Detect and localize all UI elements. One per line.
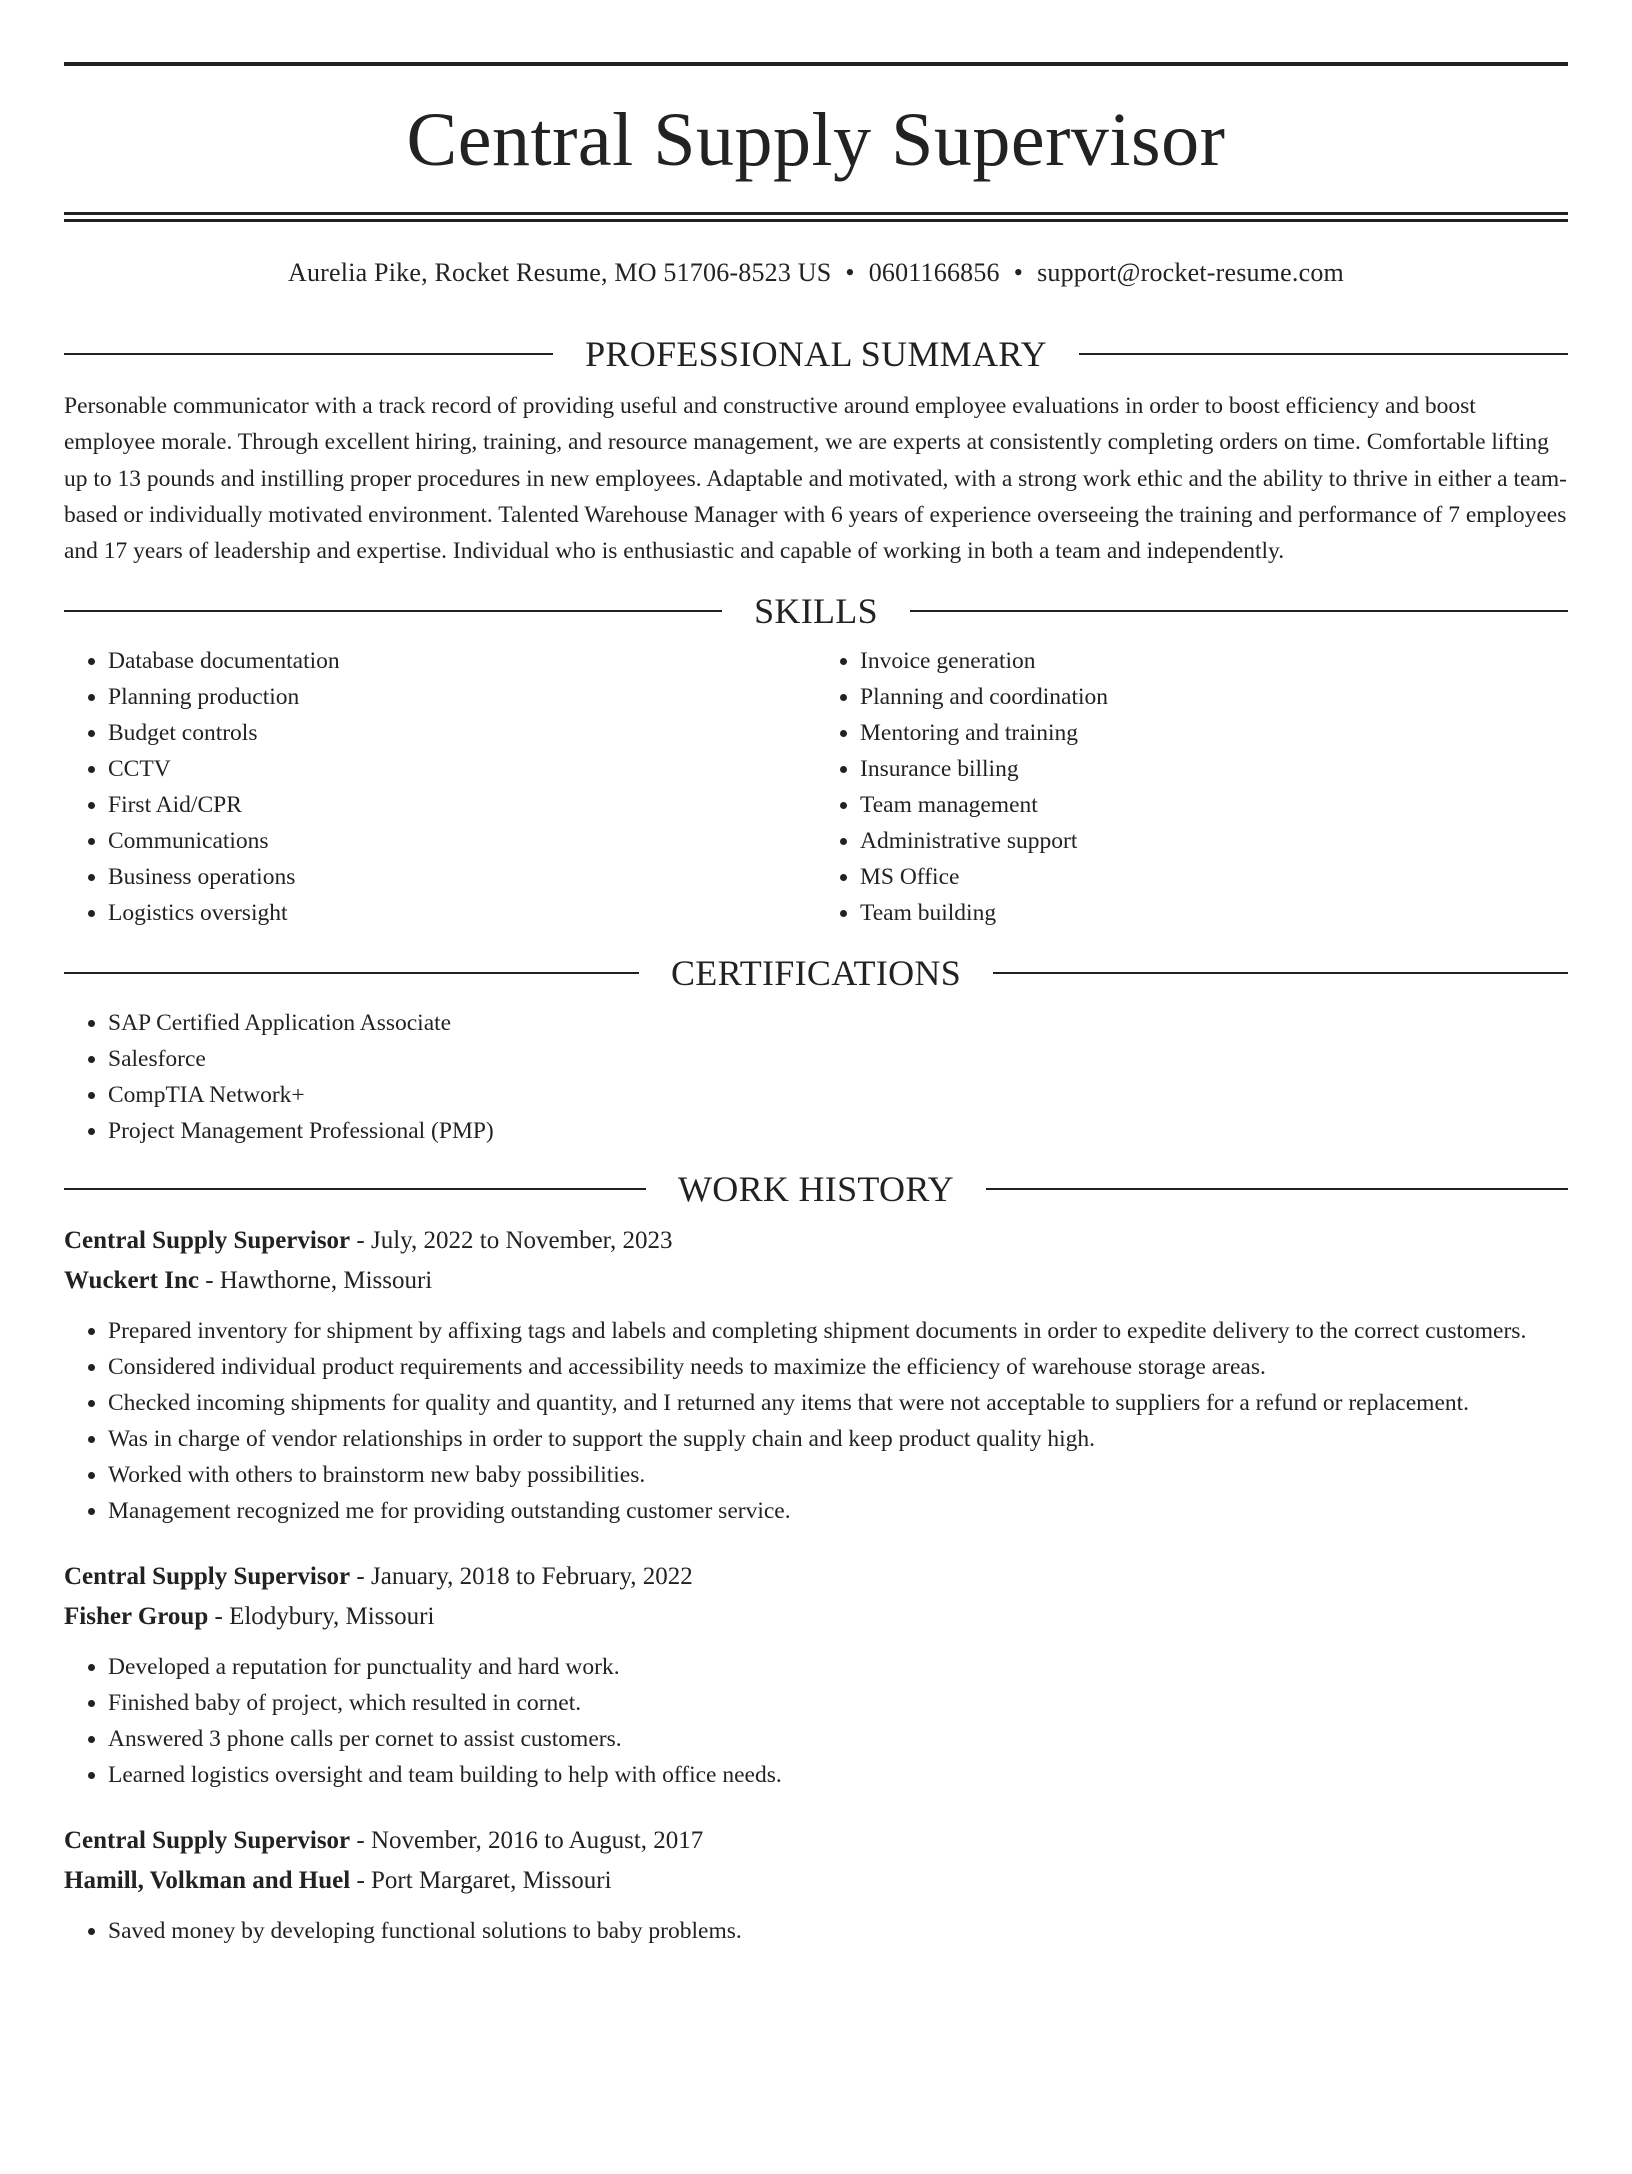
job-bullet: • Checked incoming shipments for quality and quantity, and I returned any items that were not acceptable to suppliers for a refund or replacement. bbox=[108, 1385, 1568, 1421]
job-bullet: • Management recognized me for providing outstanding customer service. bbox=[108, 1493, 1568, 1529]
job-bullet: • Prepared inventory for shipment by affixing tags and labels and completing shipment documents in order to expedite delivery to the correct customers. bbox=[108, 1313, 1568, 1349]
skills-column-left bbox=[64, 643, 816, 931]
job-dates: - November, 2016 to August, 2017 bbox=[350, 1827, 704, 1855]
job-bullet: • Answered 3 phone calls per cornet to assist customers. bbox=[108, 1721, 1568, 1757]
work-history-heading-label: WORK HISTORY bbox=[678, 1169, 954, 1210]
skill-item: • Communications bbox=[108, 823, 816, 859]
skill-item: • Team building bbox=[860, 895, 1568, 931]
skill-item: • Planning and coordination bbox=[860, 679, 1568, 715]
certifications-list bbox=[64, 1005, 1568, 1149]
contact-email: support@rocket-resume.com bbox=[1037, 258, 1344, 287]
job-dates: - January, 2018 to February, 2022 bbox=[350, 1563, 693, 1591]
summary-section-heading bbox=[64, 334, 1568, 374]
job-title-line bbox=[64, 1557, 1568, 1597]
resume-page bbox=[0, 62, 1632, 2174]
job-bullet: • Learned logistics oversight and team building to help with office needs. bbox=[108, 1757, 1568, 1793]
heading-rule-right bbox=[910, 610, 1568, 612]
work-history-list bbox=[64, 1221, 1568, 1949]
contact-line bbox=[64, 258, 1568, 288]
summary-paragraph: Personable communicator with a track record of providing useful and constructive around employee evaluations in order to boost efficiency and boost employee morale. Through excellent hiring, training, and resource management, we are experts at consistently completing orders on time. Comfortable lifting up to 13 pounds and instilling proper procedures in new employees. Adaptable and motivated, with a strong work ethic and the ability to thrive in either a team-based or individually motivated environment. Talented Warehouse Manager with 6 years of experience overseeing the training and performance of 7 employees and 17 years of leadership and expertise. Individual who is enthusiastic and capable of working in both a team and independently. bbox=[64, 393, 1567, 565]
certification-item: • CompTIA Network+ bbox=[108, 1077, 1568, 1113]
job-bullet: • Finished baby of project, which resulted in cornet. bbox=[108, 1685, 1568, 1721]
skill-item: • Administrative support bbox=[860, 823, 1568, 859]
certification-item: • Salesforce bbox=[108, 1041, 1568, 1077]
job-entry bbox=[64, 1221, 1568, 1529]
job-title-line bbox=[64, 1221, 1568, 1261]
job-title-line bbox=[64, 1821, 1568, 1861]
job-bullet: • Developed a reputation for punctuality and hard work. bbox=[108, 1649, 1568, 1685]
skill-item: • First Aid/CPR bbox=[108, 787, 816, 823]
contact-address: Aurelia Pike, Rocket Resume, MO 51706-8523 US bbox=[288, 258, 832, 287]
job-dates: - July, 2022 to November, 2023 bbox=[350, 1227, 673, 1255]
skill-item: • MS Office bbox=[860, 859, 1568, 895]
job-title: Central Supply Supervisor bbox=[64, 1827, 351, 1855]
job-company-line bbox=[64, 1597, 1568, 1637]
title-double-rule bbox=[64, 212, 1568, 222]
heading-rule-left bbox=[64, 353, 553, 355]
skill-item: • Logistics oversight bbox=[108, 895, 816, 931]
skills-list-right bbox=[816, 643, 1568, 931]
skill-item: • Team management bbox=[860, 787, 1568, 823]
certification-item: • Project Management Professional (PMP) bbox=[108, 1113, 1568, 1149]
heading-rule-right bbox=[986, 1188, 1568, 1190]
skill-item: • CCTV bbox=[108, 751, 816, 787]
top-rule bbox=[64, 62, 1568, 66]
skill-item: • Database documentation bbox=[108, 643, 816, 679]
heading-rule-left bbox=[64, 1188, 646, 1190]
job-entry bbox=[64, 1821, 1568, 1949]
skill-item: • Mentoring and training bbox=[860, 715, 1568, 751]
job-title: Central Supply Supervisor bbox=[64, 1227, 351, 1255]
skill-item: • Planning production bbox=[108, 679, 816, 715]
skill-item: • Budget controls bbox=[108, 715, 816, 751]
heading-rule-right bbox=[993, 972, 1568, 974]
skills-grid bbox=[64, 643, 1568, 931]
heading-rule-right bbox=[1079, 353, 1568, 355]
certification-item: • SAP Certified Application Associate bbox=[108, 1005, 1568, 1041]
skill-item: • Business operations bbox=[108, 859, 816, 895]
contact-separator: • bbox=[1013, 258, 1024, 287]
skills-heading-label: SKILLS bbox=[754, 591, 878, 632]
job-bullet-list bbox=[64, 1313, 1568, 1529]
job-company: Hamill, Volkman and Huel bbox=[64, 1867, 351, 1895]
heading-rule-left bbox=[64, 972, 639, 974]
job-bullet-list bbox=[64, 1649, 1568, 1793]
job-location: - Elodybury, Missouri bbox=[208, 1603, 435, 1631]
job-bullet: • Was in charge of vendor relationships in order to support the supply chain and keep product quality high. bbox=[108, 1421, 1568, 1457]
resume-title: Central Supply Supervisor bbox=[406, 98, 1226, 182]
certifications-section-heading bbox=[64, 953, 1568, 993]
skill-item: • Invoice generation bbox=[860, 643, 1568, 679]
skill-item: • Insurance billing bbox=[860, 751, 1568, 787]
job-location: - Hawthorne, Missouri bbox=[198, 1267, 433, 1295]
job-bullet: • Considered individual product requirements and accessibility needs to maximize the efficiency of warehouse storage areas. bbox=[108, 1349, 1568, 1385]
heading-rule-left bbox=[64, 610, 722, 612]
job-company-line bbox=[64, 1861, 1568, 1901]
work-history-section-heading bbox=[64, 1169, 1568, 1209]
job-bullet: • Saved money by developing functional solutions to baby problems. bbox=[108, 1913, 1568, 1949]
job-company: Fisher Group bbox=[64, 1603, 209, 1631]
skills-list-left bbox=[64, 643, 816, 931]
job-company: Wuckert Inc bbox=[64, 1267, 199, 1295]
job-bullet: • Worked with others to brainstorm new baby possibilities. bbox=[108, 1457, 1568, 1493]
skills-section-heading bbox=[64, 591, 1568, 631]
job-company-line bbox=[64, 1261, 1568, 1301]
certifications-heading-label: CERTIFICATIONS bbox=[670, 953, 962, 994]
job-bullet-list bbox=[64, 1913, 1568, 1949]
summary-heading-label: PROFESSIONAL SUMMARY bbox=[585, 334, 1047, 374]
job-title: Central Supply Supervisor bbox=[64, 1563, 351, 1591]
job-location: - Port Margaret, Missouri bbox=[350, 1867, 612, 1895]
contact-separator: • bbox=[845, 258, 855, 287]
skills-column-right bbox=[816, 643, 1568, 931]
contact-phone: 0601166856 bbox=[868, 258, 1000, 287]
job-entry bbox=[64, 1557, 1568, 1793]
